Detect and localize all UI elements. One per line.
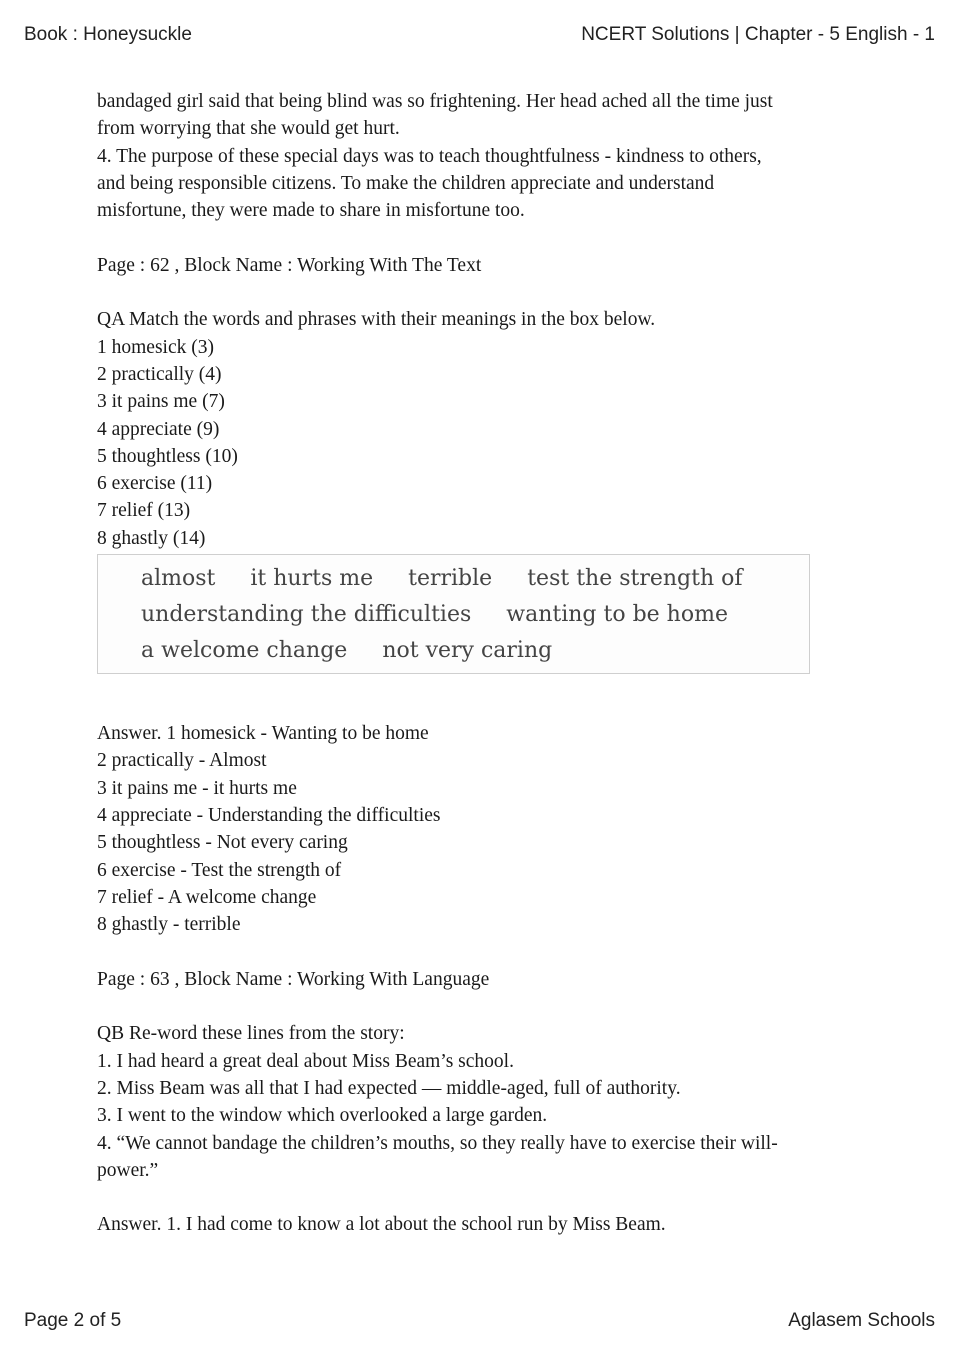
word-box-entry: test the strength of bbox=[527, 566, 743, 592]
qb-item: 2. Miss Beam was all that I had expected — middle-aged, full of authority. bbox=[97, 1077, 681, 1099]
qa-item: 4 appreciate (9) bbox=[97, 418, 220, 440]
block-heading-2: Page : 63 , Block Name : Working With Language bbox=[97, 968, 490, 990]
block-heading-1: Page : 62 , Block Name : Working With The Text bbox=[97, 254, 482, 276]
page-footer bbox=[24, 1310, 935, 1332]
qa-answer-line: 3 it pains me - it hurts me bbox=[97, 777, 297, 799]
qb-question: QB Re-word these lines from the story: bbox=[97, 1023, 405, 1045]
chapter-title: NCERT Solutions | Chapter - 5 English - 1 bbox=[581, 24, 935, 45]
qa-answer-line: 4 appreciate - Understanding the difficulties bbox=[97, 804, 441, 826]
book-title: Book : Honeysuckle bbox=[24, 24, 192, 45]
page-number: Page 2 of 5 bbox=[24, 1310, 122, 1331]
qa-item: 1 homesick (3) bbox=[97, 336, 214, 358]
qa-answer-line: 2 practically - Almost bbox=[97, 750, 267, 772]
qa-answer-line: 8 ghastly - terrible bbox=[97, 914, 241, 936]
qb-item: 1. I had heard a great deal about Miss Beam’s school. bbox=[97, 1050, 514, 1072]
word-box-row bbox=[141, 561, 809, 597]
qa-item: 5 thoughtless (10) bbox=[97, 445, 238, 467]
word-box bbox=[97, 554, 810, 674]
qb-answer: Answer. 1. I had come to know a lot about the school run by Miss Beam. bbox=[97, 1214, 666, 1236]
qb-item: 4. “We cannot bandage the children’s mouths, so they really have to exercise their will- bbox=[97, 1132, 778, 1154]
word-box-entry: a welcome change bbox=[141, 638, 348, 664]
qa-answer-line: 7 relief - A welcome change bbox=[97, 886, 317, 908]
word-box-entry: it hurts me bbox=[250, 566, 374, 592]
intro-line: and being responsible citizens. To make the children appreciate and understand bbox=[97, 172, 715, 194]
qa-item: 2 practically (4) bbox=[97, 363, 222, 385]
intro-line: from worrying that she would get hurt. bbox=[97, 118, 400, 140]
intro-paragraph bbox=[97, 88, 857, 224]
word-box-row bbox=[141, 597, 809, 633]
intro-line: misfortune, they were made to share in misfortune too. bbox=[97, 200, 525, 222]
word-box-entry: terrible bbox=[408, 566, 493, 592]
word-box-entry: almost bbox=[141, 566, 216, 592]
qa-item: 3 it pains me (7) bbox=[97, 391, 225, 413]
intro-line: bandaged girl said that being blind was so frightening. Her head ached all the time just bbox=[97, 91, 773, 112]
qa-item: 6 exercise (11) bbox=[97, 473, 213, 495]
qa-item: 8 ghastly (14) bbox=[97, 527, 206, 549]
publisher-name: Aglasem Schools bbox=[788, 1310, 935, 1331]
qa-question: QA Match the words and phrases with their meanings in the box below. bbox=[97, 309, 656, 331]
word-box-row bbox=[141, 633, 809, 669]
qb-item: power.” bbox=[97, 1159, 159, 1181]
qb-item: 3. I went to the window which overlooked a large garden. bbox=[97, 1105, 548, 1127]
word-box-entry: not very caring bbox=[382, 638, 553, 664]
word-box-entry: understanding the difficulties bbox=[141, 602, 472, 628]
page-header bbox=[24, 24, 935, 46]
document-body bbox=[97, 88, 857, 1239]
word-box-entry: wanting to be home bbox=[506, 602, 728, 628]
qa-answer-line: Answer. 1 homesick - Wanting to be home bbox=[97, 723, 429, 745]
qa-answer-line: 5 thoughtless - Not every caring bbox=[97, 832, 348, 854]
intro-line: 4. The purpose of these special days was to teach thoughtfulness - kindness to others, bbox=[97, 145, 762, 167]
qa-item: 7 relief (13) bbox=[97, 500, 191, 522]
qa-answer-line: 6 exercise - Test the strength of bbox=[97, 859, 342, 881]
